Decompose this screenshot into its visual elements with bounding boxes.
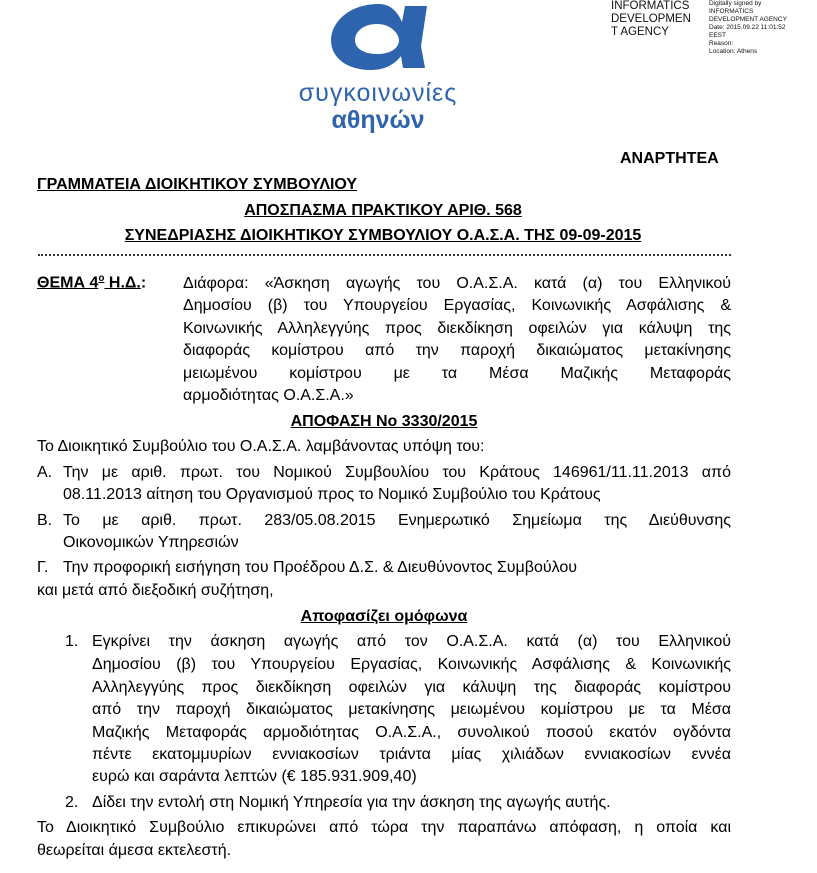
dotted-divider (38, 254, 731, 258)
resolution-line: Δημοσίου (β) του Υπουργείου Εργασίας, Κοινωνικής Ασφάλισης & Κοινωνικής (92, 656, 731, 673)
consideration-line: Την προφορική εισήγηση του Προέδρου Δ.Σ. & Διευθύνοντος Συμβούλου (63, 559, 578, 576)
decides-heading: Αποφασίζει ομόφωνα (300, 608, 468, 625)
signature-detail-line: Location: Athens (709, 48, 758, 55)
logo-text-line1: συγκοινωνίες (298, 79, 458, 107)
subject-line: Κοινωνικής Αλληλεγγύης προς διεκδίκηση οφειλών για κάλυψη της (183, 320, 731, 337)
consideration-marker: Α. (37, 464, 53, 481)
resolution-line: πέντε εκατομμυρίων εννιακοσίων τριάντα μίας χιλιάδων εννιακοσίων εννέα (92, 746, 731, 763)
closing-line: Το Διοικητικό Συμβούλιο επικυρώνει από τώρα την παραπάνω απόφαση, η οποία και (37, 819, 731, 836)
signature-detail-line: Reason: (709, 40, 734, 47)
resolution-line: ευρώ και σαράντα λεπτών (€ 185.931.909,40) (92, 768, 417, 785)
resolution-line: Δίδει την εντολή στη Νομική Υπηρεσία για την άσκηση της αγωγής αυτής. (92, 794, 611, 811)
subject-line: αρμοδιότητας Ο.Α.Σ.Α.» (183, 387, 354, 404)
discussion-text: και μετά από διεξοδική συζήτηση, (37, 582, 274, 599)
excerpt-heading: ΑΠΟΣΠΑΣΜΑ ΠΡΑΚΤΙΚΟΥ ΑΡΙΘ. 568 (244, 202, 522, 219)
subject-line: μειωμένου κομίστρου με τα Μέσα Μαζικής Μεταφοράς (183, 365, 731, 382)
subject-line: Διάφορα: «Άσκηση αγωγής του Ο.Α.Σ.Α. κατά (α) του Ελληνικού (183, 275, 731, 292)
signature-detail-line: EEST (709, 32, 726, 39)
consideration-line: Οικονομικών Υπηρεσιών (63, 534, 239, 551)
subject-label: ΘΕΜΑ $4^o$ Η.Δ.: (37, 273, 147, 292)
resolution-marker: 2. (65, 794, 79, 811)
signature-org-line: T AGENCY (611, 26, 669, 38)
consideration-line: Την με αριθ. πρωτ. του Νομικού Συμβουλίου του Κράτους 146961/11.11.2013 από (63, 464, 731, 481)
oasa-logo (283, 0, 473, 140)
secretariat-heading: ΓΡΑΜΜΑΤΕΙΑ ΔΙΟΙΚΗΤΙΚΟΥ ΣΥΜΒΟΥΛΙΟΥ (37, 176, 358, 193)
decision-title: ΑΠΟΦΑΣΗ Νο 3330/2015 (290, 413, 478, 430)
resolution-line: Αλληλεγγύης προς διεκδίκηση οφειλών για κάλυψη της διαφοράς κομίστρου (92, 679, 731, 696)
subject-line: Δημοσίου (β) του Υπουργείου Εργασίας, Κοινωνικής Ασφάλισης & (183, 297, 731, 314)
signature-org-line: DEVELOPMEN (611, 13, 691, 25)
resolution-line: από την παροχή δικαιώματος μετακίνησης μειωμένου κομίστρου με τα Μέσα (92, 701, 731, 718)
resolution-line: Εγκρίνει την άσκηση αγωγής από τον Ο.Α.Σ.Α. κατά (α) του Ελληνικού (92, 633, 731, 650)
logo-text-line2: αθηνών (331, 106, 425, 134)
consideration-marker: Γ. (37, 559, 49, 576)
signature-detail-line: Date: 2015.09.22 11:01:52 (709, 24, 786, 31)
signature-organization (611, 0, 711, 39)
signature-detail-line: Digitally signed by (709, 0, 762, 7)
consideration-line: Το με αριθ. πρωτ. 283/05.08.2015 Ενημερωτικό Σημείωμα της Διεύθυνσης (63, 512, 731, 529)
resolution-line: Μαζικής Μεταφοράς αρμοδιότητας Ο.Α.Σ.Α., συνολικού ποσού εκατόν ογδόντα (92, 724, 731, 741)
posting-label: ΑΝΑΡΤΗΤΕΑ (620, 150, 719, 167)
alpha-logo-icon (319, 0, 439, 72)
meeting-heading: ΣΥΝΕΔΡΙΑΣΗΣ ΔΙΟΙΚΗΤΙΚΟΥ ΣΥΜΒΟΥΛΙΟΥ Ο.Α.Σ.Α. ΤΗΣ 09-09-2015 (124, 227, 642, 244)
intro-text: Το Διοικητικό Συμβούλιο του Ο.Α.Σ.Α. λαμβάνοντας υπόψη του: (37, 438, 485, 455)
subject-line: διαφοράς κομίστρου από την παροχή δικαιώματος μετακίνησης (183, 342, 731, 359)
consideration-marker: Β. (37, 512, 53, 529)
signature-detail-line: INFORMATICS (709, 8, 754, 15)
closing-line: θεωρείται άμεσα εκτελεστή. (37, 842, 232, 859)
signature-details (709, 0, 814, 56)
signature-detail-line: DEVELOPMENT AGENCY (709, 16, 787, 23)
signature-org-line: INFORMATICS (611, 0, 690, 12)
consideration-line: 08.11.2013 αίτηση του Οργανισμού προς το Νομικό Συμβούλιο του Κράτους (63, 486, 601, 503)
resolution-marker: 1. (65, 633, 79, 650)
